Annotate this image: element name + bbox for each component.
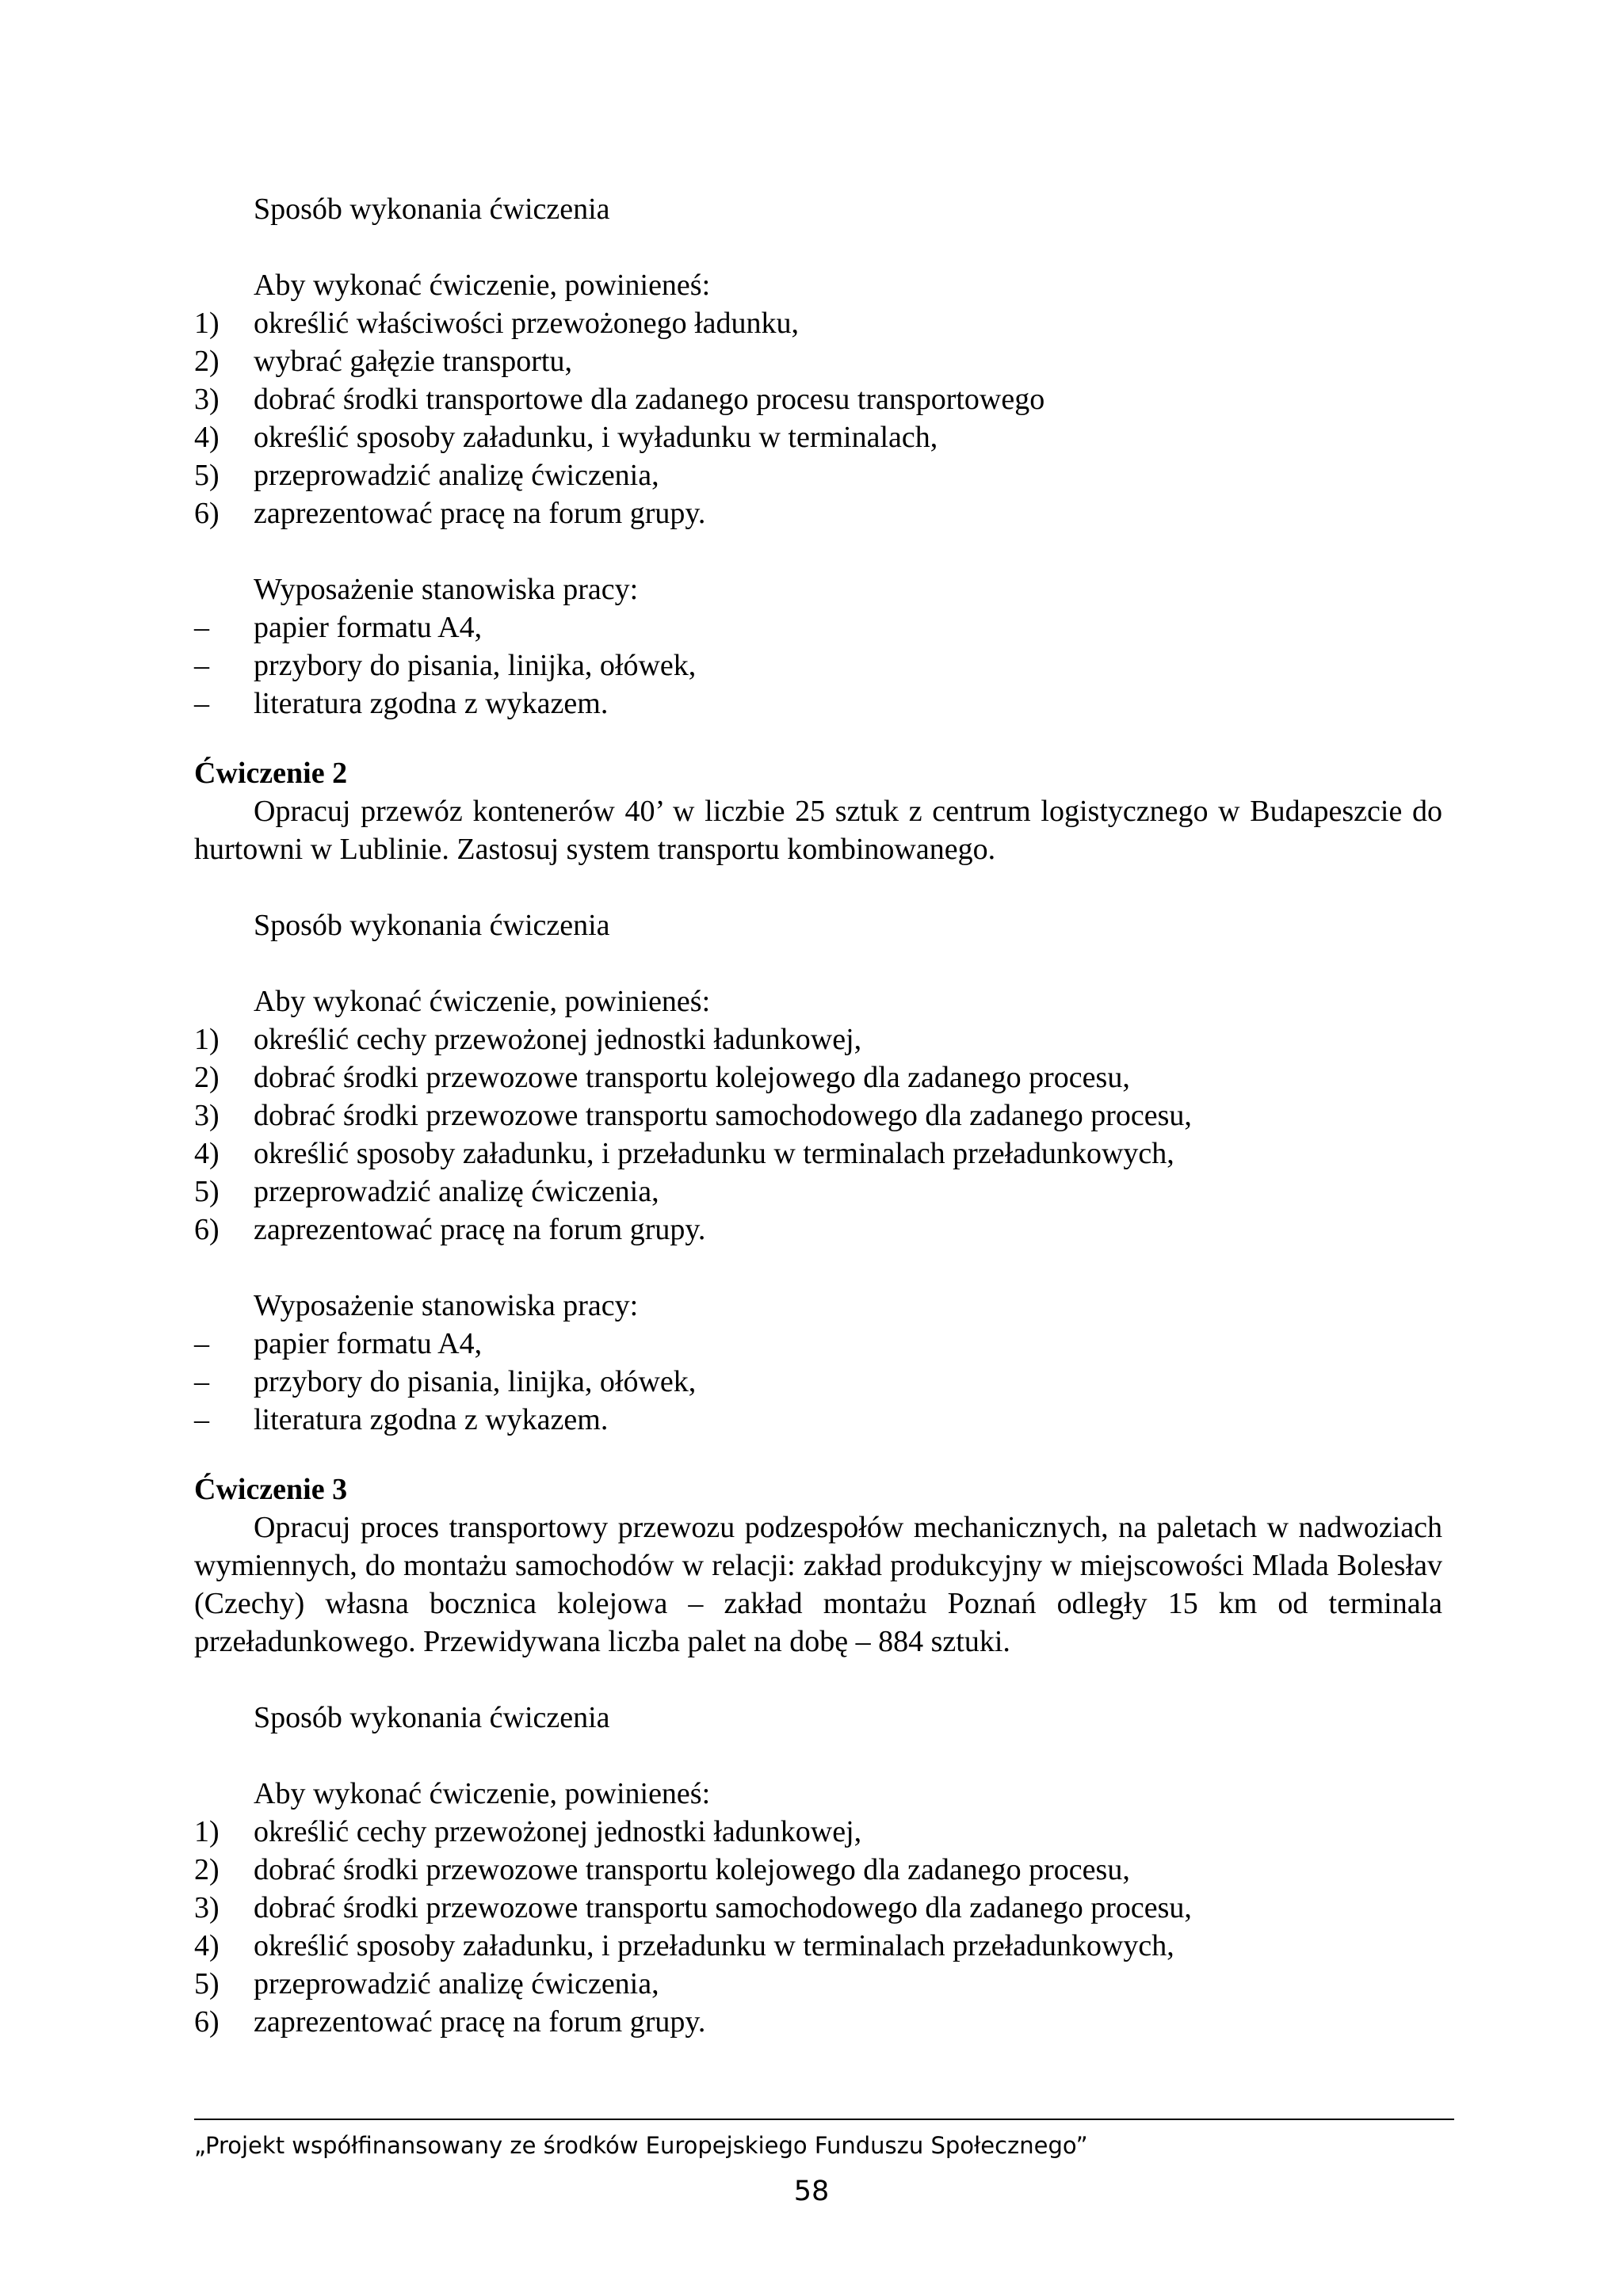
list-item bbox=[194, 380, 1442, 418]
list-text: przeprowadzić analizę ćwiczenia, bbox=[254, 459, 659, 492]
list-number: 4) bbox=[194, 421, 220, 454]
list-item bbox=[194, 1173, 1442, 1211]
page-content bbox=[194, 190, 1442, 2041]
list-number: 4) bbox=[194, 1137, 220, 1170]
list-item bbox=[194, 1097, 1442, 1135]
list-text: literatura zgodna z wykazem. bbox=[254, 1403, 609, 1436]
list-number: 6) bbox=[194, 1213, 220, 1246]
list-text: dobrać środki przewozowe transportu samochodowego dla zadanego procesu, bbox=[254, 1891, 1192, 1924]
list-item bbox=[194, 1211, 1442, 1249]
exercise-description: Opracuj przewóz kontenerów 40’ w liczbie 25 sztuk z centrum logistycznego w Budapeszcie do hurtowni w Lublinie. Zastosuj system transportu kombinowanego. bbox=[194, 795, 1442, 866]
steps-intro: Aby wykonać ćwiczenie, powinieneś: bbox=[254, 269, 711, 302]
equipment-title: Wyposażenie stanowiska pracy: bbox=[254, 1289, 639, 1322]
steps-list bbox=[194, 1813, 1442, 2041]
list-item bbox=[194, 304, 1442, 342]
steps-intro: Aby wykonać ćwiczenie, powinieneś: bbox=[254, 1777, 711, 1810]
list-text: zaprezentować pracę na forum grupy. bbox=[254, 2005, 706, 2039]
list-item bbox=[194, 1135, 1442, 1173]
list-number: 3) bbox=[194, 1099, 220, 1132]
list-number: 3) bbox=[194, 383, 220, 416]
list-text: papier formatu A4, bbox=[254, 611, 483, 644]
list-item bbox=[194, 456, 1442, 494]
list-number: 5) bbox=[194, 1967, 220, 2000]
exercise-heading: Ćwiczenie 3 bbox=[194, 1473, 348, 1506]
exercise-description: Opracuj proces transportowy przewozu podzespołów mechanicznych, na paletach w nadwoziach wymiennych, do montażu samochodów w relacji: zakład produkcyjny w miejscowości Mlada Bolesłav (Czechy) własna bocznica kolejowa – zakład montażu Poznań odległy 15 km od terminala przeładunkowego. Przewidywana liczba palet na dobę – 884 sztuki. bbox=[194, 1511, 1442, 1658]
list-text: określić sposoby załadunku, i wyładunku w terminalach, bbox=[254, 421, 938, 454]
list-item bbox=[194, 1020, 1442, 1058]
list-bullet: – bbox=[194, 611, 209, 644]
list-item bbox=[194, 2003, 1442, 2041]
list-text: określić sposoby załadunku, i przeładunku w terminalach przeładunkowych, bbox=[254, 1929, 1174, 1962]
list-text: dobrać środki przewozowe transportu samochodowego dla zadanego procesu, bbox=[254, 1099, 1192, 1132]
list-text: zaprezentować pracę na forum grupy. bbox=[254, 1213, 706, 1246]
list-text: przybory do pisania, linijka, ołówek, bbox=[254, 649, 697, 682]
list-number: 1) bbox=[194, 1815, 220, 1848]
list-item bbox=[194, 646, 1442, 685]
list-text: przybory do pisania, linijka, ołówek, bbox=[254, 1365, 697, 1398]
list-item bbox=[194, 1927, 1442, 1965]
list-item bbox=[194, 494, 1442, 532]
list-number: 4) bbox=[194, 1929, 220, 1962]
list-bullet: – bbox=[194, 1365, 209, 1398]
list-text: przeprowadzić analizę ćwiczenia, bbox=[254, 1967, 659, 2000]
list-number: 2) bbox=[194, 1853, 220, 1886]
footer-note: „Projekt współfinansowany ze środków Europejskiego Funduszu Społecznego” bbox=[194, 2132, 1088, 2159]
list-text: dobrać środki przewozowe transportu kolejowego dla zadanego procesu, bbox=[254, 1853, 1130, 1886]
steps-list bbox=[194, 1020, 1442, 1249]
list-bullet: – bbox=[194, 1403, 209, 1436]
footer-divider bbox=[194, 2119, 1454, 2120]
equipment-title: Wyposażenie stanowiska pracy: bbox=[254, 573, 639, 606]
list-text: dobrać środki przewozowe transportu kolejowego dla zadanego procesu, bbox=[254, 1061, 1130, 1094]
list-text: określić cechy przewożonej jednostki ładunkowej, bbox=[254, 1023, 862, 1056]
list-number: 2) bbox=[194, 1061, 220, 1094]
list-number: 5) bbox=[194, 1175, 220, 1208]
method-title: Sposób wykonania ćwiczenia bbox=[254, 909, 610, 942]
list-text: dobrać środki transportowe dla zadanego procesu transportowego bbox=[254, 383, 1045, 416]
list-item bbox=[194, 1401, 1442, 1439]
list-number: 6) bbox=[194, 497, 220, 530]
equipment-list bbox=[194, 1325, 1442, 1439]
list-item bbox=[194, 608, 1442, 646]
list-item bbox=[194, 1813, 1442, 1851]
exercise-heading: Ćwiczenie 2 bbox=[194, 757, 348, 790]
list-number: 2) bbox=[194, 345, 220, 378]
method-title: Sposób wykonania ćwiczenia bbox=[254, 1701, 610, 1734]
list-item bbox=[194, 1325, 1442, 1363]
list-bullet: – bbox=[194, 1327, 209, 1360]
list-item bbox=[194, 1363, 1442, 1401]
list-text: określić właściwości przewożonego ładunku, bbox=[254, 307, 800, 340]
list-item bbox=[194, 418, 1442, 456]
method-title: Sposób wykonania ćwiczenia bbox=[254, 193, 610, 226]
list-item bbox=[194, 342, 1442, 380]
list-text: określić cechy przewożonej jednostki ładunkowej, bbox=[254, 1815, 862, 1848]
list-item bbox=[194, 685, 1442, 723]
steps-list bbox=[194, 304, 1442, 532]
list-bullet: – bbox=[194, 649, 209, 682]
equipment-list bbox=[194, 608, 1442, 723]
page-number: 58 bbox=[793, 2176, 830, 2207]
list-item bbox=[194, 1889, 1442, 1927]
list-number: 5) bbox=[194, 459, 220, 492]
list-item bbox=[194, 1965, 1442, 2003]
list-text: przeprowadzić analizę ćwiczenia, bbox=[254, 1175, 659, 1208]
steps-intro: Aby wykonać ćwiczenie, powinieneś: bbox=[254, 985, 711, 1018]
list-text: literatura zgodna z wykazem. bbox=[254, 687, 609, 720]
list-item bbox=[194, 1058, 1442, 1097]
list-text: zaprezentować pracę na forum grupy. bbox=[254, 497, 706, 530]
list-bullet: – bbox=[194, 687, 209, 720]
list-item bbox=[194, 1851, 1442, 1889]
list-text: papier formatu A4, bbox=[254, 1327, 483, 1360]
list-text: określić sposoby załadunku, i przeładunku w terminalach przeładunkowych, bbox=[254, 1137, 1174, 1170]
list-number: 1) bbox=[194, 307, 220, 340]
list-number: 3) bbox=[194, 1891, 220, 1924]
list-text: wybrać gałęzie transportu, bbox=[254, 345, 572, 378]
list-number: 6) bbox=[194, 2005, 220, 2039]
list-number: 1) bbox=[194, 1023, 220, 1056]
